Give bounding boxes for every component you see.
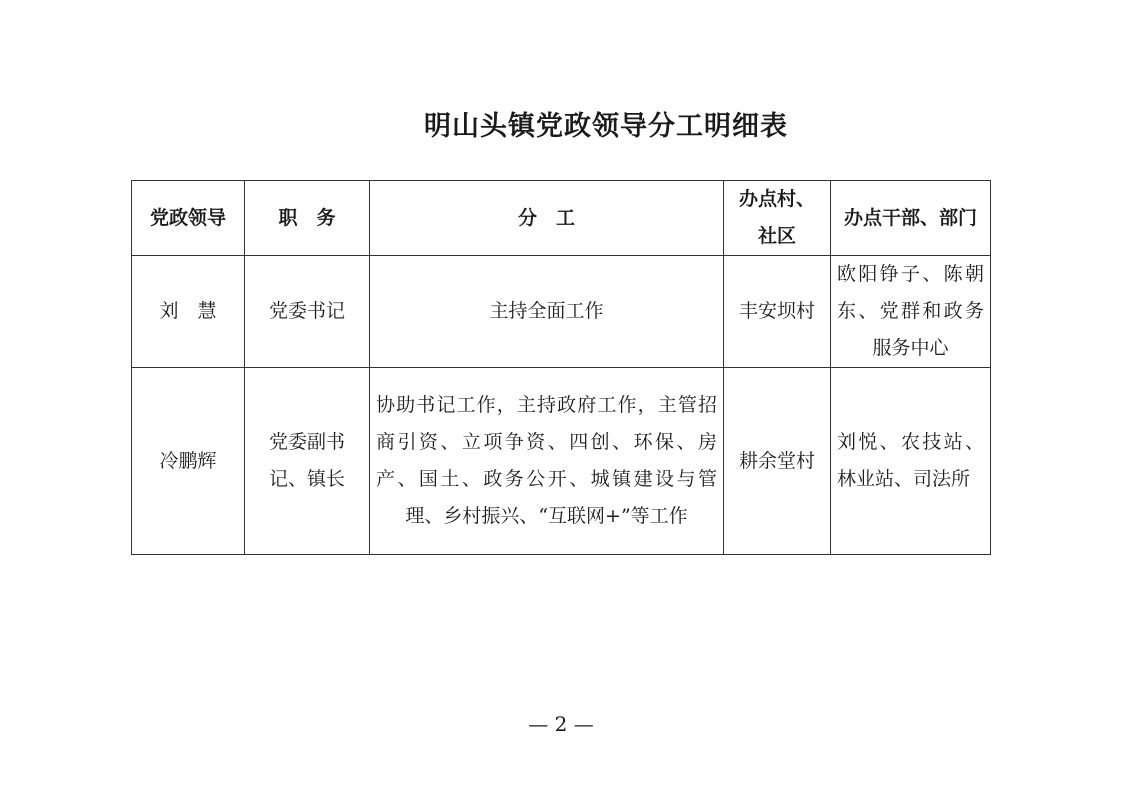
table-row [132, 368, 991, 555]
duty-table [131, 180, 991, 555]
header-position: 职 务 [245, 181, 370, 256]
header-village: 办点村、社区 [724, 181, 831, 256]
document-title: 明山头镇党政领导分工明细表 [424, 111, 788, 142]
table-header-row [132, 181, 991, 256]
cell-village: 丰安坝村 [724, 256, 831, 368]
header-duties: 分 工 [370, 181, 724, 256]
cell-staff: 刘悦、农技站、林业站、司法所 [831, 368, 991, 555]
table-row [132, 256, 991, 368]
cell-leader: 刘 慧 [132, 256, 245, 368]
cell-duties: 协助书记工作，主持政府工作，主管招商引资、立项争资、四创、环保、房产、国土、政务公开、城镇建设与管理、乡村振兴、“互联网+”等工作 [370, 368, 724, 555]
cell-leader: 冷鹏辉 [132, 368, 245, 555]
cell-duties: 主持全面工作 [370, 256, 724, 368]
header-staff: 办点干部、部门 [831, 181, 991, 256]
header-leader: 党政领导 [132, 181, 245, 256]
cell-village: 耕余堂村 [724, 368, 831, 555]
cell-position: 党委书记 [245, 256, 370, 368]
cell-position: 党委副书记、镇长 [245, 368, 370, 555]
page-number: — 2 — [528, 712, 594, 736]
cell-staff: 欧阳铮子、陈朝东、党群和政务服务中心 [831, 256, 991, 368]
